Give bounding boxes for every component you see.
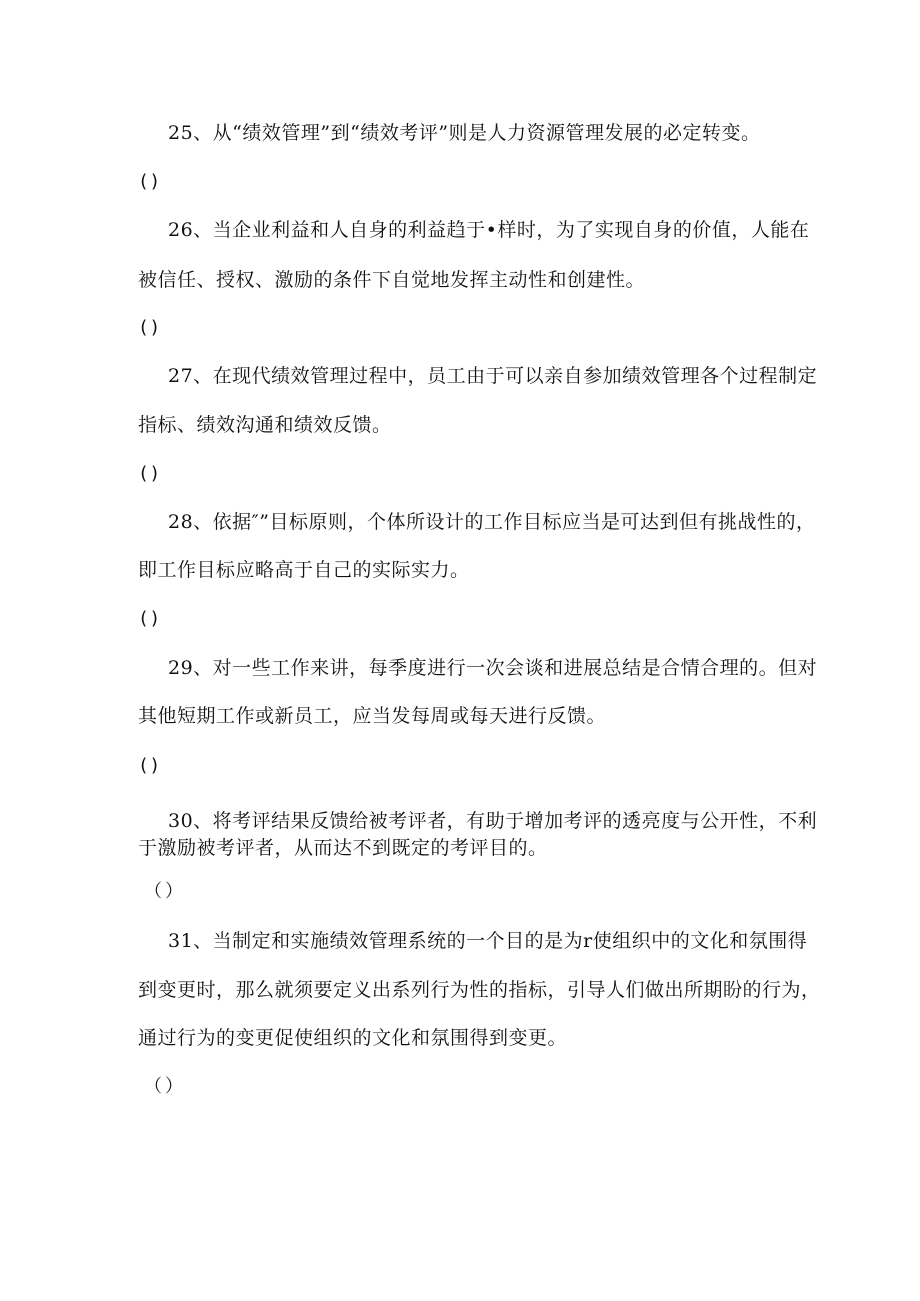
question-28-line-2: 即工作目标应略高于自己的实际实力。 [138, 559, 470, 581]
question-25-answer: () [138, 171, 161, 192]
question-31-line-2: 到变更时，那么就须要定义出系列行为性的指标，引导人们做出所期盼的行为， [138, 979, 821, 1001]
question-29-line-1: 29、对一些工作来讲，每季度进行一次会谈和进展总结是合情合理的。但对 [168, 657, 818, 679]
question-29-answer: () [138, 755, 161, 776]
question-26-answer: () [138, 317, 161, 338]
question-31-line-3: 通过行为的变更促使组织的文化和氛围得到变更。 [138, 1027, 568, 1049]
question-25-line-1: 25、从“绩效管理”到“绩效考评”则是人力资源管理发展的必定转变。 [168, 122, 761, 144]
question-28-answer: () [138, 608, 161, 629]
question-30-line-1: 30、将考评结果反馈给被考评者，有助于增加考评的透亮度与公开性，不利 [168, 810, 818, 832]
question-30-answer: （） [144, 881, 186, 902]
question-26-line-1: 26、当企业利益和人自身的利益趋于•样时，为了实现自身的价值，人能在 [168, 219, 810, 241]
question-28-line-1: 28、依据″”目标原则，个体所设计的工作目标应当是可达到但有挑战性的， [168, 511, 816, 533]
question-31-line-1: 31、当制定和实施绩效管理系统的一个目的是为r使组织中的文化和氛围得 [168, 930, 808, 952]
question-27-line-1: 27、在现代绩效管理过程中，员工由于可以亲自参加绩效管理各个过程制定 [168, 365, 818, 387]
question-29-line-2: 其他短期工作或新员工，应当发每周或每天进行反馈。 [138, 705, 607, 727]
question-31-answer: （） [144, 1076, 186, 1097]
question-30-line-2: 于激励被考评者，从而达不到既定的考评目的。 [138, 837, 548, 859]
question-27-line-2: 指标、绩效沟通和绩效反馈。 [138, 414, 392, 436]
question-27-answer: () [138, 463, 161, 484]
question-26-line-2: 被信任、授权、激励的条件下自觉地发挥主动性和创建性。 [138, 269, 646, 291]
